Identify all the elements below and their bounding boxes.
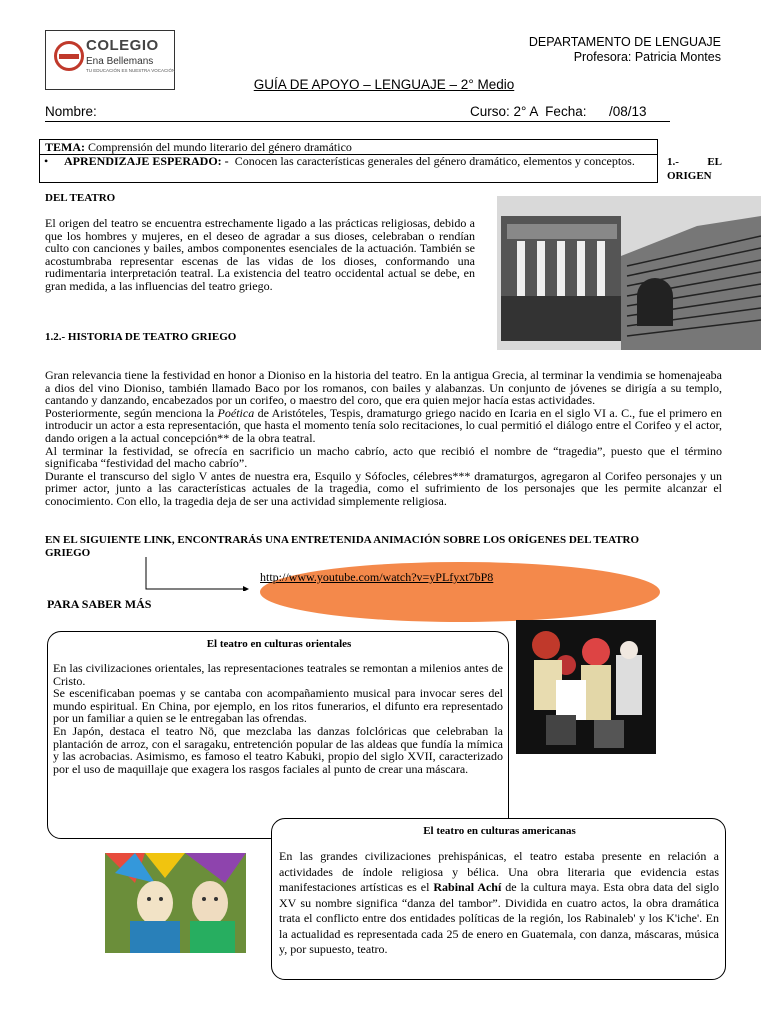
logo-tagline: TU EDUCACIÓN ES NUESTRA VOCACIÓN: [86, 68, 176, 73]
bullet: •: [44, 154, 49, 168]
origen-paragraph: El origen del teatro se encuentra estrechamente ligado a las prácticas religiosas, debido a que los hombres y mujeres, en el deseo de agradar a sus dioses, celebraban o rendían culto con canciones y bailes, ambos componentes esenciales de la actuación. También se acostumbraba representar escenas de las vidas de los dioses, conformando una rudimentaria interpretación teatral. La existencia del teatro occidental actual se debe, en gran medida, a las influencias del teatro griego.: [45, 216, 475, 293]
oriental-p1: En las civilizaciones orientales, las representaciones teatrales se remontan a milenios antes de Cristo.: [53, 661, 503, 688]
logo-title: COLEGIO: [86, 37, 159, 54]
greek-theatre-image: [497, 196, 761, 350]
name-label: Nombre:: [45, 104, 97, 119]
department-block: [529, 35, 721, 65]
historia-p3: Al terminar la festividad, se ofrecía en sacrificio un macho cabrío, acto que recibió el nombre de “tragedia”, puesto que el término significaba “festividad del macho cabrío”.: [45, 443, 722, 471]
aprendizaje-box: [39, 154, 658, 183]
historia-p4: Durante el transcurso del siglo V antes de nuestra era, Esquilo y Sófocles, célebres*** dramaturgos, agregaron al Corifeo personajes y un primer actor, junto a las características actuales de la tragedia, como el sufrimiento de los personajes que les permite alcanzar el conocimiento. Con ello, la tragedia deja de ser una actividad simplemente religiosa.: [45, 468, 722, 508]
kabuki-photo: [516, 620, 656, 754]
para-saber-mas-heading: PARA SABER MÁS: [47, 597, 152, 611]
american-title: El teatro en culturas americanas: [423, 825, 576, 837]
oriental-p2: Se escenificaban poemas y se cantaba con acompañamiento musical para invocar seres del mundo espiritual. En China, por ejemplo, en los ritos funerarios, el difunto era representado por un familiar a quien se le entregaban las ofrendas.: [53, 686, 503, 726]
historia-p1: Gran relevancia tiene la festividad en honor a Dioniso en la historia del teatro. En la antigua Grecia, al terminar la vendimia se homenajeaba a dios del vino Dioniso, también llamado Baco por los romanos, con bailes y alabanzas. Un conjunto de jóvenes se dirigía a su templo, cantando y danzando, encabezados por un corifeo, o maestro del coro, que era quien mejor hacía estas actividades.: [45, 368, 722, 408]
course-date: Curso: 2° A Fecha: /08/13: [470, 104, 647, 119]
american-theatre-box: [271, 818, 726, 980]
logo-subtitle: Ena Bellemans: [86, 56, 154, 67]
oriental-theatre-box: [47, 631, 509, 839]
student-info-line: [45, 104, 670, 122]
aprendizaje-label: APRENDIZAJE ESPERADO: -: [64, 154, 229, 168]
historia-text: [45, 369, 722, 508]
teacher-name: Profesora: Patricia Montes: [573, 50, 721, 64]
oriental-p3: En Japón, destaca el teatro Nö, que mezclaba las danzas folclóricas que celebraban la plantación de arroz, con el saragaku, entretención popular de las aldeas que fundía la mímica y las acrobacias. Asimismo, es famoso el teatro Kabuki, propio del siglo XVII, caracterizado por el uso de maquillaje que exagera los rasgos faciales al punto de crear una máscara.: [53, 723, 503, 776]
tema-label: TEMA:: [45, 140, 85, 154]
historia-heading: 1.2.- HISTORIA DE TEATRO GRIEGO: [45, 331, 237, 343]
origen-side-heading: 1.- EL ORIGEN: [667, 156, 722, 182]
logo-emblem-icon: [54, 41, 84, 71]
guide-title: GUÍA DE APOYO – LENGUAJE – 2° Medio: [253, 77, 515, 92]
historia-p2: Posteriormente, según menciona la Poética de Aristóteles, Tespis, dramaturgo griego nacido en Icaria en el siglo VI a. C., fue el primero en introducir un actor a esta representación, que hasta el momento tenía solo recitaciones, lo cual permitió el diálogo entre el Corifeo y el actor, dando origen a la actual concepción** de la obra teatral.: [45, 405, 723, 445]
tema-box: [39, 139, 658, 155]
department-name: DEPARTAMENTO DE LENGUAJE: [528, 35, 721, 49]
origen-heading: DEL TEATRO: [45, 192, 116, 204]
american-paragraph: En las grandes civilizaciones prehispánicas, el teatro estaba presente en relación a actividades de índole religiosa y bélica. Una obra literaria que evidencia estas manifestaciones artísticas es el Rabinal Achí de la cultura maya. Esta obra data del siglo XV su nombre significa “danza del tambor”. Dividida en cuatro actos, la obra dramática trata el conflicto entre dos entidades políticas de la región, los Rabinaleb' y los K'iche'. En la actualidad es representada cada 25 de enero en Guatemala, con danza, máscaras, música y, por supuesto, teatro.: [279, 849, 720, 956]
mayan-masks-photo: [105, 853, 246, 953]
tema-text: Comprensión del mundo literario del género dramático: [85, 140, 352, 154]
oriental-title: El teatro en culturas orientales: [206, 638, 352, 650]
youtube-link[interactable]: http://www.youtube.com/watch?v=yPLfyxt7bP8: [260, 570, 494, 584]
link-instruction: EN EL SIGUIENTE LINK, ENCONTRARÁS UNA ENTRETENIDA ANIMACIÓN SOBRE LOS ORÍGENES DEL TEATRO GRIEGO: [45, 534, 640, 559]
arrow-connector-icon: [145, 557, 250, 591]
aprendizaje-text: Conocen las características generales del género dramático, elementos y conceptos.: [228, 154, 635, 168]
